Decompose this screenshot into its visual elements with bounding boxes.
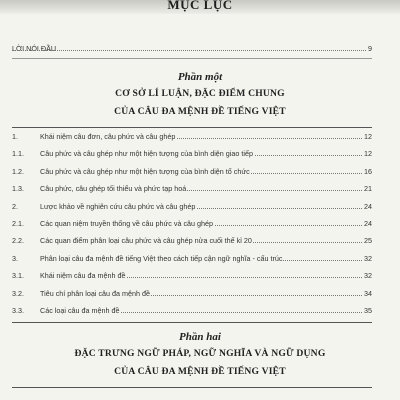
toc-row bbox=[12, 236, 372, 248]
part-one-subtitle-2: CỦA CÂU ĐA MỆNH ĐỀ TIẾNG VIỆT bbox=[114, 106, 286, 117]
toc-number: 2. bbox=[12, 201, 18, 211]
toc-label: Khái niệm câu đơn, câu phức và câu ghép bbox=[40, 132, 176, 141]
part-one-subtitle-1: CƠ SỞ LÍ LUẬN, ĐẶC ĐIỂM CHUNG bbox=[115, 88, 285, 99]
toc-label: Câu phức và câu ghép như một hiện tượng của bình diện giao tiếp bbox=[40, 149, 253, 159]
toc-page: 21 bbox=[364, 184, 372, 194]
toc-row bbox=[12, 202, 372, 214]
toc-number: 1.3. bbox=[12, 184, 24, 194]
page-heading: MỤC LỤC bbox=[167, 0, 233, 12]
toc-label: Khái niệm câu đa mệnh đề bbox=[40, 271, 126, 281]
toc-label: Các quan điểm phân loại câu phức và câu ghép nửa cuối thế kỉ 20 bbox=[40, 236, 252, 246]
toc-number: 1.2. bbox=[12, 166, 24, 176]
divider bbox=[12, 127, 372, 128]
leader-dots bbox=[12, 50, 372, 51]
part-two-title: Phần hai bbox=[179, 331, 221, 343]
toc-row bbox=[12, 184, 372, 196]
toc-row-preface bbox=[12, 44, 372, 56]
toc-number: 1. bbox=[12, 132, 18, 141]
toc-number: 3.2. bbox=[12, 288, 24, 298]
toc-row bbox=[12, 149, 372, 161]
toc-row bbox=[12, 219, 372, 231]
toc-page: 12 bbox=[364, 132, 372, 141]
toc-row bbox=[12, 254, 372, 266]
toc-label: Các loại câu đa mệnh đề bbox=[40, 306, 120, 315]
part-one-title: Phần một bbox=[177, 71, 223, 83]
toc-page: 32 bbox=[364, 271, 372, 281]
toc-label: Các quan niệm truyền thống về câu phức và câu ghép bbox=[40, 219, 214, 228]
toc-label: Câu phức và câu ghép như một hiện tượng của bình diện tổ chức bbox=[40, 166, 250, 176]
divider bbox=[12, 58, 372, 59]
toc-number: 3. bbox=[12, 253, 18, 263]
toc-row bbox=[12, 271, 372, 283]
toc-number: 3.1. bbox=[12, 271, 24, 281]
toc-page: 32 bbox=[364, 253, 372, 263]
toc-page: 25 bbox=[364, 236, 372, 246]
toc-page: 35 bbox=[364, 306, 372, 315]
toc-page: 34 bbox=[364, 288, 372, 298]
toc-label: Lược khảo về nghiên cứu câu phức và câu ghép bbox=[40, 201, 196, 211]
toc-label: LỜI NÓI ĐẦU bbox=[12, 44, 57, 53]
toc-label: Câu phức, câu ghép tối thiểu và phức tạp hoá bbox=[40, 184, 187, 194]
toc-row bbox=[12, 289, 372, 301]
toc-page: 16 bbox=[364, 166, 372, 176]
toc-page: 24 bbox=[364, 219, 372, 228]
toc-number: 3.3. bbox=[12, 306, 24, 315]
toc-label: Phân loại câu đa mệnh đề tiếng Việt theo cách tiếp cận ngữ nghĩa - cấu trúc bbox=[40, 253, 283, 263]
toc-page: 9 bbox=[368, 44, 372, 53]
part-two-subtitle-1: ĐẶC TRƯNG NGỮ PHÁP, NGỮ NGHĨA VÀ NGỮ DỤNG bbox=[74, 348, 326, 359]
toc-number: 2.2. bbox=[12, 236, 24, 246]
divider bbox=[12, 387, 372, 388]
toc-row bbox=[12, 306, 372, 318]
toc-page: 12 bbox=[364, 149, 372, 159]
toc-row bbox=[12, 132, 372, 144]
divider bbox=[12, 322, 372, 323]
toc-row bbox=[12, 167, 372, 179]
part-two-subtitle-2: CỦA CÂU ĐA MỆNH ĐỀ TIẾNG VIỆT bbox=[114, 366, 286, 377]
toc-number: 1.1. bbox=[12, 149, 24, 159]
toc-page: 24 bbox=[364, 201, 372, 211]
toc-label: Tiêu chí phân loại câu đa mệnh đề bbox=[40, 288, 151, 298]
toc-number: 2.1. bbox=[12, 219, 24, 228]
